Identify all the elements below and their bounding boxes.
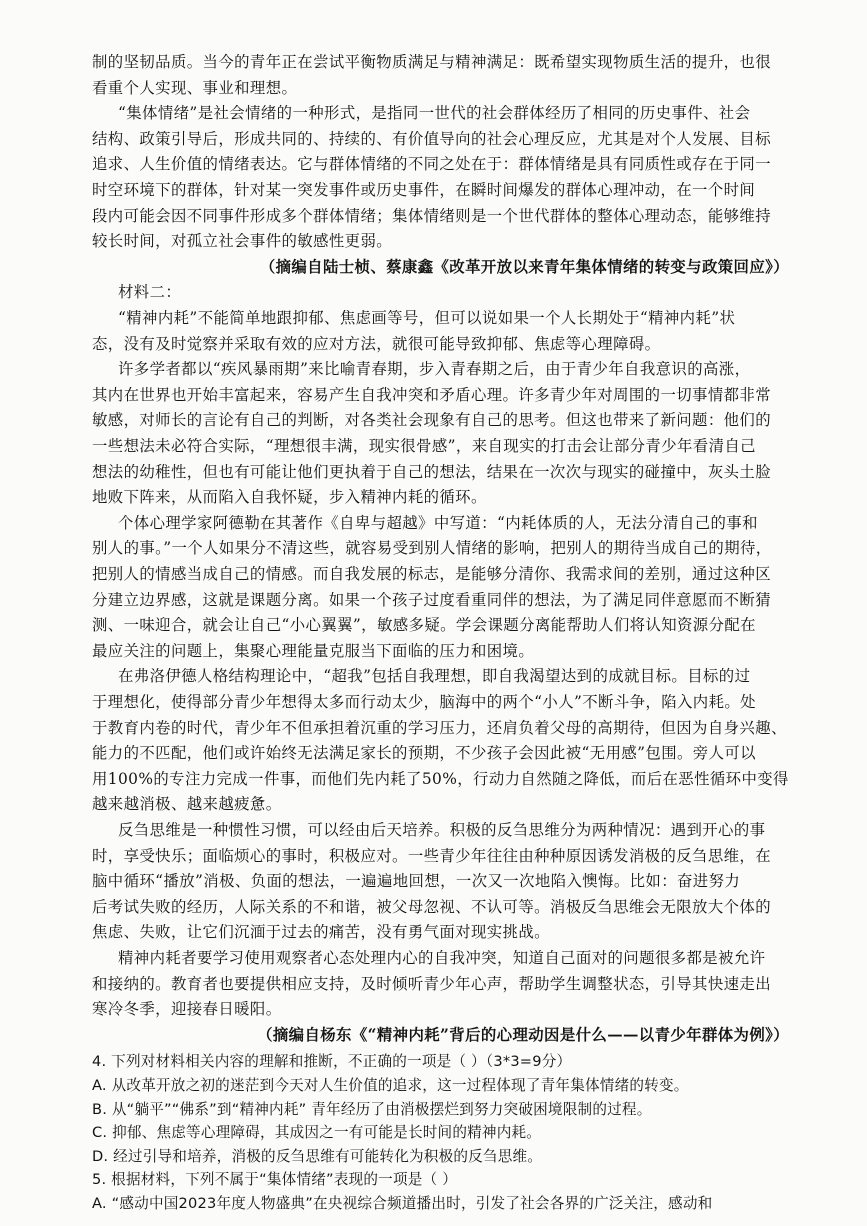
source-citation: （摘编自陆士桢、蔡康鑫《改革开放以来青年集体情绪的转变与政策回应》） <box>259 257 789 276</box>
question-5-option-a: A. “感动中国2023年度人物盛典”在央视综合频道播出时，引发了社会各界的广泛关注，感动和 <box>92 1195 713 1212</box>
question-4-option-c: C. 抑郁、焦虑等心理障碍，其成因之一有可能是长时间的精神内耗。 <box>92 1124 542 1142</box>
text-line: 用100%的专注力完成一件事，而他们先内耗了50%，行动力自然随之降低，而后在恶性循环中变得 <box>92 769 789 788</box>
text-line: “精神内耗”不能简单地跟抑郁、焦虑画等号，但可以说如果一个人长期处于“精神内耗”状 <box>118 309 736 327</box>
text-line: 焦虑、失败，让它们沉湎于过去的痛苦，没有勇气面对现实挑战。 <box>92 923 550 942</box>
text-line: 段内可能会因不同事件形成多个群体情绪；集体情绪则是一个世代群体的整体心理动态，能够维持 <box>92 206 771 225</box>
question-4-option-b: B. 从“躺平”“佛系”到“精神内耗” 青年经历了由消极摆烂到努力突破困境限制的过程。 <box>92 1100 652 1118</box>
text-line: 看重个人实现、事业和理想。 <box>92 78 298 97</box>
text-line: 和接纳的。教育者也要提供相应支持，及时倾听青少年心声，帮助学生调整状态，引导其快速走出 <box>92 974 771 993</box>
question-5: 5. 根据材料，下列不属于“集体情绪”表现的一项是（ ） <box>92 1171 457 1189</box>
text-line: 于理想化，使得部分青少年想得太多而行动太少，脑海中的两个“小人”不断斗争，陷入内耗。处 <box>92 693 756 711</box>
text-line: 分建立边界感，这就是课题分离。如果一个孩子过度看重同伴的想法，为了满足同伴意愿而不断猜 <box>92 590 771 609</box>
source-citation: （摘编自杨东《“精神内耗”背后的心理动因是什么——以青少年群体为例》） <box>257 1025 789 1044</box>
text-line: 个体心理学家阿德勒在其著作《自卑与超越》中写道：“内耗体质的人，无法分清自己的事和 <box>118 513 758 532</box>
question-4: 4. 下列对材料相关内容的理解和推断，不正确的一项是（ ）（3*3=9分） <box>92 1053 572 1071</box>
text-line: 时空环境下的群体，针对某一突发事件或历史事件，在瞬时间爆发的群体心理冲动，在一个时间 <box>92 181 756 199</box>
text-line: 时，享受快乐；面临烦心的事时，积极应对。一些青少年往往由种种原因诱发消极的反刍思维，在 <box>92 846 771 865</box>
text-line: 较长时间，对孤立社会事件的敏感性更弱。 <box>92 232 393 251</box>
question-4-option-a: A. 从改革开放之初的迷茫到今天对人生价值的追求，这一过程体现了青年集体情绪的转变。 <box>92 1077 689 1094</box>
text-line: 越来越消极、越来越疲惫。 <box>92 795 282 814</box>
text-line: 想法的幼稚性，但也有可能让他们更执着于自己的想法，结果在一次次与现实的碰撞中，灰头土脸 <box>92 462 771 481</box>
question-4-option-d: D. 经过引导和培养，消极的反刍思维有可能转化为积极的反刍思维。 <box>92 1147 543 1165</box>
text-line: 许多学者都以“疾风暴雨期”来比喻青春期，步入青春期之后，由于青少年自我意识的高涨， <box>118 360 751 379</box>
text-line: 地败下阵来，从而陷入自我怀疑，步入精神内耗的循环。 <box>92 488 487 507</box>
text-line: 敏感，对师长的言论有自己的判断，对各类社会现象有自己的思考。但这也带来了新问题：他们的 <box>92 411 771 430</box>
text-line: 把别人的情感当成自己的情感。而自我发展的标志，是能够分清你、我需求间的差别，通过这种区 <box>92 565 771 583</box>
text-line: 结构、政策引导后，形成共同的、持续的、有价值导向的社会心理反应，尤其是对个人发展、目标 <box>92 129 771 148</box>
text-line: 追求、人生价值的情绪表达。它与群体情绪的不同之处在于：群体情绪是具有同质性或存在于同一 <box>92 155 771 174</box>
text-line: 最应关注的问题上，集聚心理能量克服当下面临的压力和困境。 <box>92 641 535 660</box>
text-line: 后考试失败的经历，人际关系的不和谐，被父母忽视、不认可等。消极反刍思维会无限放大个体的 <box>92 897 771 916</box>
text-line: 态，没有及时觉察并采取有效的应对方法，就很可能导致抑郁、焦虑等心理障碍。 <box>92 334 661 353</box>
text-line: 在弗洛伊德人格结构理论中，“超我”包括自我理想，即自我渴望达到的成就目标。目标的过 <box>118 667 751 686</box>
text-line: 精神内耗者要学习使用观察者心态处理内心的自我冲突，知道自己面对的问题很多都是被允许 <box>118 949 766 967</box>
text-line: 其内在世界也开始丰富起来，容易产生自我冲突和矛盾心理。许多青少年对周围的一切事情都非常 <box>92 385 771 404</box>
text-line: 测、一味迎合，就会让自己“小心翼翼”，敏感多疑。学会课题分离能帮助人们将认知资源分配在 <box>92 616 756 635</box>
text-line: “集体情绪”是社会情绪的一种形式，是指同一世代的社会群体经历了相同的历史事件、社会 <box>118 104 751 123</box>
text-line: 于教育内卷的时代，青少年不但承担着沉重的学习压力，还肩负着父母的高期待，但因为自身兴趣、 <box>92 718 787 737</box>
text-line: 能力的不匹配，他们或许始终无法满足家长的预期，不少孩子会因此被“无用感”包围。旁人可以 <box>92 744 756 763</box>
text-line: 制的坚韧品质。当今的青年正在尝试平衡物质满足与精神满足：既希望实现物质生活的提升，也很 <box>92 53 771 71</box>
text-line: 一些想法未必符合实际，“理想很丰满，现实很骨感”，来自现实的打击会让部分青少年看清自己 <box>92 437 756 455</box>
text-line: 反刍思维是一种惯性习惯，可以经由后天培养。积极的反刍思维分为两种情况：遇到开心的事 <box>118 821 766 839</box>
text-line: 寒冷冬季，迎接春日暖阳。 <box>92 1000 282 1019</box>
text-line: 脑中循环“播放”消极、负面的想法，一遍遍地回想，一次又一次地陷入懊悔。比如：奋进努力 <box>92 872 741 891</box>
text-line: 别人的事。”一个人如果分不清这些，就容易受到别人情绪的影响，把别人的期待当成自己的期待， <box>92 539 772 558</box>
section-heading: 材料二： <box>118 283 182 302</box>
